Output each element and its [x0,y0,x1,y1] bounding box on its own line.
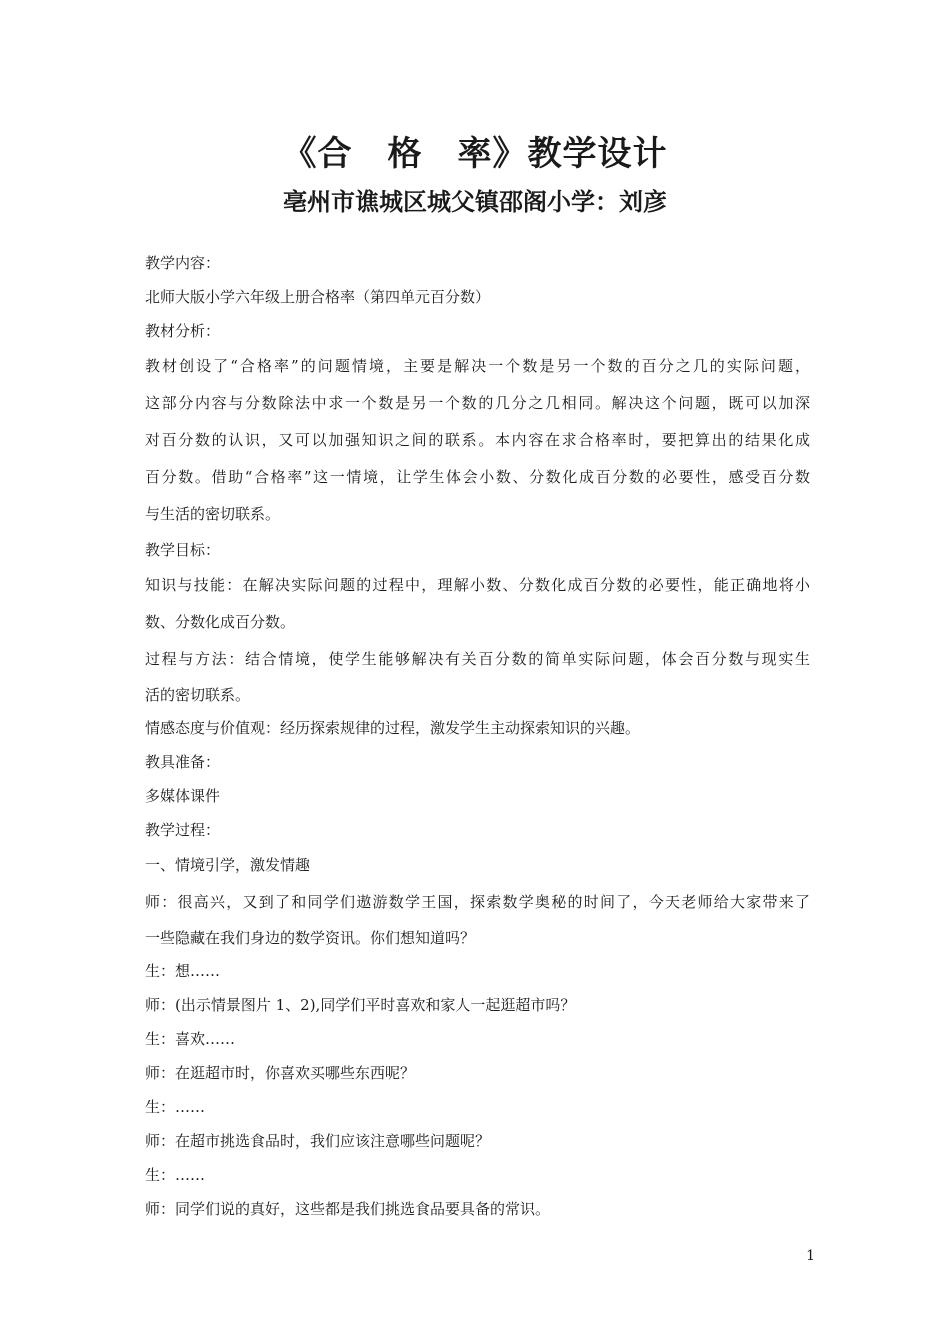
objective-knowledge-line-2: 数、分数化成百分数。 [145,613,296,631]
dialogue-student-1: 生：想…… [145,962,221,980]
analysis-line-5: 与生活的密切联系。 [145,505,281,523]
document-body [145,250,810,1230]
section-heading-content: 教学内容： [145,254,221,272]
dialogue-teacher-3: 师：在逛超市时，你喜欢买哪些东西呢？ [145,1064,416,1082]
dialogue-student-3: 生：…… [145,1098,206,1116]
dialogue-teacher-2: 师：(出示情景图片 1、2),同学们平时喜欢和家人一起逛超市吗？ [145,996,576,1014]
section-heading-process: 教学过程： [145,821,221,839]
dialogue-teacher-4: 师：在超市挑选食品时，我们应该注意哪些问题呢？ [145,1132,491,1150]
analysis-line-4: 百分数。借助“合格率”这一情境，让学生体会小数、分数化成百分数的必要性，感受百分数 [145,468,810,486]
tools-text: 多媒体课件 [145,787,221,805]
dialogue-teacher-5: 师：同学们说的真好，这些都是我们挑选食品要具备的常识。 [145,1200,551,1218]
analysis-line-1: 教材创设了“合格率”的问题情境，主要是解决一个数是另一个数的百分之几的实际问题， [145,357,810,375]
document-subtitle: 亳州市谯城区城父镇邵阁小学：刘彦 [283,187,667,216]
dialogue-student-4: 生：…… [145,1166,206,1184]
objective-process-line-1: 过程与方法：结合情境，使学生能够解决有关百分数的简单实际问题，体会百分数与现实生 [145,650,810,668]
dialogue-teacher-1-line-1: 师：很高兴，又到了和同学们遨游数学王国，探索数学奥秘的时间了，今天老师给大家带来了 [145,893,810,911]
analysis-line-2: 这部分内容与分数除法中求一个数是另一个数的几分之几相同。解决这个问题，既可以加深 [145,394,810,412]
analysis-line-3: 对百分数的认识，又可以加强知识之间的联系。本内容在求合格率时，要把算出的结果化成 [145,431,810,449]
section-heading-tools: 教具准备： [145,753,221,771]
dialogue-teacher-1-line-2: 一些隐藏在我们身边的数学资讯。你们想知道吗？ [145,929,476,947]
objective-knowledge-line-1: 知识与技能：在解决实际问题的过程中，理解小数、分数化成百分数的必要性，能正确地将小 [145,576,810,594]
page-number: 1 [806,1248,815,1264]
section-heading-analysis: 教材分析： [145,322,221,340]
objective-process-line-2: 活的密切联系。 [145,686,251,704]
dialogue-student-2: 生：喜欢…… [145,1030,236,1048]
document-title: 《合 格 率》教学设计 [282,134,668,174]
objective-attitude: 情感态度与价值观：经历探索规律的过程，激发学生主动探索知识的兴趣。 [145,719,641,737]
content-text: 北师大版小学六年级上册合格率（第四单元百分数） [145,288,491,306]
process-step-1-heading: 一、情境引学，激发情趣 [145,856,311,874]
section-heading-objectives: 教学目标： [145,541,221,559]
